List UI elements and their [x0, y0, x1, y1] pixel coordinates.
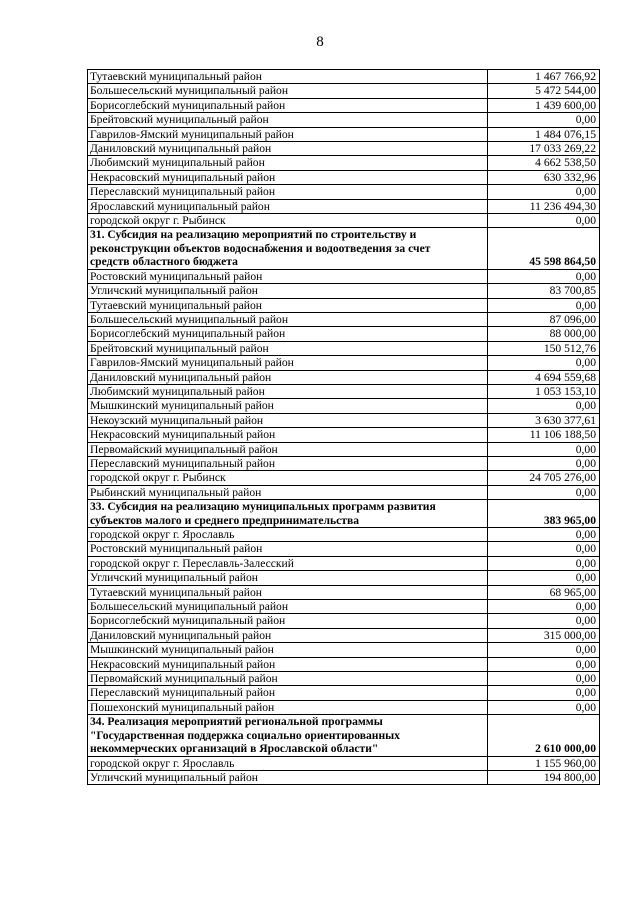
amount: 1 467 766,92: [488, 70, 600, 84]
table-row: [88, 628, 600, 642]
amount: 0,00: [488, 356, 600, 370]
recipient-name: Угличский муниципальный район: [88, 284, 488, 298]
section-total: 45 598 864,50: [488, 228, 600, 269]
amount: 11 106 188,50: [488, 428, 600, 442]
table-row: [88, 471, 600, 485]
amount: 68 965,00: [488, 585, 600, 599]
table-row: [88, 113, 600, 127]
recipient-name: Брейтовский муниципальный район: [88, 113, 488, 127]
recipient-name: Пошехонский муниципальный район: [88, 700, 488, 714]
amount: 0,00: [488, 485, 600, 499]
recipient-name: городской округ г. Рыбинск: [88, 471, 488, 485]
table-row: [88, 70, 600, 84]
recipient-name: Некоузский муниципальный район: [88, 413, 488, 427]
section-title-line: реконструкции объектов водоснабжения и водоотведения за счет: [90, 241, 431, 255]
section-title-line: некоммерческих организаций в Ярославской области": [90, 742, 379, 756]
table-row: [88, 214, 600, 228]
amount: 0,00: [488, 269, 600, 283]
amount: 83 700,85: [488, 284, 600, 298]
recipient-name: Угличский муниципальный район: [88, 571, 488, 585]
recipient-name: Даниловский муниципальный район: [88, 628, 488, 642]
table-row: [88, 298, 600, 312]
recipient-name: Борисоглебский муниципальный район: [88, 98, 488, 112]
amount: 87 096,00: [488, 312, 600, 326]
recipient-name: городской округ г. Ярославль: [88, 756, 488, 770]
table-row: [88, 442, 600, 456]
amount: 0,00: [488, 614, 600, 628]
table-row: [88, 356, 600, 370]
amount: 1 053 153,10: [488, 384, 600, 398]
recipient-name: Некрасовский муниципальный район: [88, 170, 488, 184]
amount: 11 236 494,30: [488, 199, 600, 213]
section-title: [88, 228, 488, 269]
amount: 0,00: [488, 700, 600, 714]
section-title-line: 33. Субсидия на реализацию муниципальных программ развития: [90, 500, 436, 514]
table-row: [88, 284, 600, 298]
table-row: [88, 341, 600, 355]
recipient-name: Ярославский муниципальный район: [88, 199, 488, 213]
recipient-name: Первомайский муниципальный район: [88, 672, 488, 686]
table-row: [88, 756, 600, 770]
table-row: [88, 585, 600, 599]
amount: 0,00: [488, 399, 600, 413]
amount: 0,00: [488, 456, 600, 470]
amount: 4 662 538,50: [488, 156, 600, 170]
recipient-name: Мышкинский муниципальный район: [88, 643, 488, 657]
table-row: [88, 199, 600, 213]
recipient-name: Переславский муниципальный район: [88, 456, 488, 470]
table-row: [88, 84, 600, 98]
amount: 194 800,00: [488, 770, 600, 784]
table-row: [88, 384, 600, 398]
table-row: [88, 542, 600, 556]
section-title: [88, 500, 488, 528]
recipient-name: городской округ г. Рыбинск: [88, 214, 488, 228]
section-title: [88, 715, 488, 756]
recipient-name: Переславский муниципальный район: [88, 686, 488, 700]
table-row: [88, 556, 600, 570]
table-row: [88, 327, 600, 341]
subsidy-table: [87, 69, 600, 785]
recipient-name: Большесельский муниципальный район: [88, 600, 488, 614]
recipient-name: Гаврилов-Ямский муниципальный район: [88, 356, 488, 370]
amount: 0,00: [488, 214, 600, 228]
table-row: [88, 413, 600, 427]
page-number: 8: [316, 34, 324, 50]
recipient-name: Любимский муниципальный район: [88, 384, 488, 398]
recipient-name: Гаврилов-Ямский муниципальный район: [88, 127, 488, 141]
table-row: [88, 657, 600, 671]
table-row: [88, 185, 600, 199]
recipient-name: Брейтовский муниципальный район: [88, 341, 488, 355]
recipient-name: Некрасовский муниципальный район: [88, 657, 488, 671]
amount: 17 033 269,22: [488, 142, 600, 156]
table-row: [88, 672, 600, 686]
recipient-name: Ростовский муниципальный район: [88, 542, 488, 556]
table-row: [88, 399, 600, 413]
amount: 315 000,00: [488, 628, 600, 642]
recipient-name: Ростовский муниципальный район: [88, 269, 488, 283]
section-total: 383 965,00: [488, 500, 600, 528]
table-row: [88, 571, 600, 585]
amount: 630 332,96: [488, 170, 600, 184]
recipient-name: Тутаевский муниципальный район: [88, 585, 488, 599]
amount: 0,00: [488, 298, 600, 312]
amount: 1 439 600,00: [488, 98, 600, 112]
amount: 0,00: [488, 571, 600, 585]
section-header-row: [88, 500, 600, 528]
recipient-name: Первомайский муниципальный район: [88, 442, 488, 456]
amount: 0,00: [488, 113, 600, 127]
recipient-name: Тутаевский муниципальный район: [88, 298, 488, 312]
table-row: [88, 127, 600, 141]
amount: 0,00: [488, 686, 600, 700]
amount: 1 155 960,00: [488, 756, 600, 770]
table-row: [88, 170, 600, 184]
table-row: [88, 269, 600, 283]
recipient-name: Угличский муниципальный район: [88, 770, 488, 784]
amount: 0,00: [488, 542, 600, 556]
section-title-line: средств областного бюджета: [90, 255, 238, 269]
section-title-line: "Государственная поддержка социально ориентированных: [90, 728, 400, 742]
table-row: [88, 700, 600, 714]
recipient-name: Даниловский муниципальный район: [88, 370, 488, 384]
section-header-row: [88, 715, 600, 756]
amount: 0,00: [488, 528, 600, 542]
subsidy-table-body: [88, 70, 600, 785]
amount: 0,00: [488, 643, 600, 657]
table-row: [88, 770, 600, 784]
amount: 0,00: [488, 600, 600, 614]
table-row: [88, 456, 600, 470]
amount: 24 705 276,00: [488, 471, 600, 485]
recipient-name: Любимский муниципальный район: [88, 156, 488, 170]
table-row: [88, 485, 600, 499]
amount: 88 000,00: [488, 327, 600, 341]
amount: 0,00: [488, 442, 600, 456]
table-row: [88, 528, 600, 542]
amount: 1 484 076,15: [488, 127, 600, 141]
section-title-line: 34. Реализация мероприятий региональной программы: [90, 715, 383, 729]
recipient-name: городской округ г. Переславль-Залесский: [88, 556, 488, 570]
recipient-name: Даниловский муниципальный район: [88, 142, 488, 156]
table-row: [88, 370, 600, 384]
recipient-name: Переславский муниципальный район: [88, 185, 488, 199]
amount: 3 630 377,61: [488, 413, 600, 427]
section-title-line: 31. Субсидия на реализацию мероприятий по строительству и: [90, 228, 417, 242]
recipient-name: Некрасовский муниципальный район: [88, 428, 488, 442]
recipient-name: Борисоглебский муниципальный район: [88, 327, 488, 341]
table-row: [88, 98, 600, 112]
table-row: [88, 614, 600, 628]
amount: 4 694 559,68: [488, 370, 600, 384]
section-total: 2 610 000,00: [488, 715, 600, 756]
recipient-name: городской округ г. Ярославль: [88, 528, 488, 542]
amount: 5 472 544,00: [488, 84, 600, 98]
amount: 0,00: [488, 556, 600, 570]
amount: 0,00: [488, 657, 600, 671]
section-title-line: субъектов малого и среднего предпринимательства: [90, 513, 359, 527]
table-row: [88, 142, 600, 156]
table-row: [88, 156, 600, 170]
recipient-name: Рыбинский муниципальный район: [88, 485, 488, 499]
recipient-name: Мышкинский муниципальный район: [88, 399, 488, 413]
table-row: [88, 643, 600, 657]
recipient-name: Тутаевский муниципальный район: [88, 70, 488, 84]
amount: 150 512,76: [488, 341, 600, 355]
section-header-row: [88, 228, 600, 269]
recipient-name: Большесельский муниципальный район: [88, 312, 488, 326]
amount: 0,00: [488, 185, 600, 199]
recipient-name: Большесельский муниципальный район: [88, 84, 488, 98]
table-row: [88, 428, 600, 442]
table-row: [88, 312, 600, 326]
table-row: [88, 686, 600, 700]
amount: 0,00: [488, 672, 600, 686]
table-row: [88, 600, 600, 614]
recipient-name: Борисоглебский муниципальный район: [88, 614, 488, 628]
